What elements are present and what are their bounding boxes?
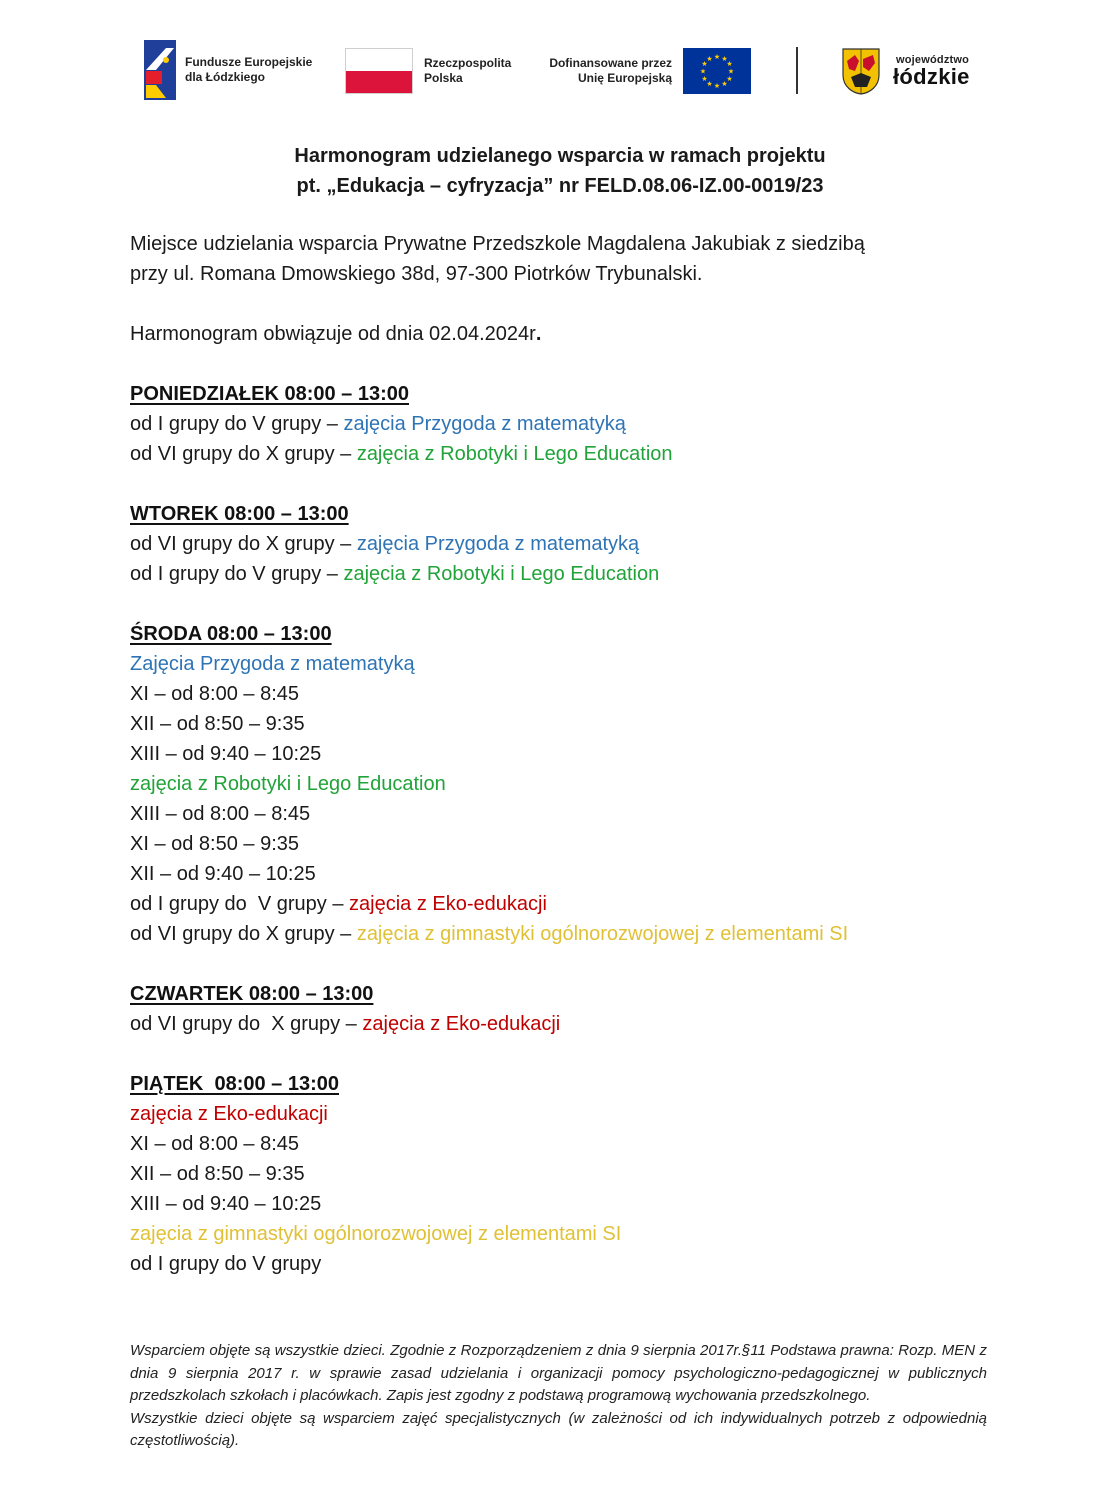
- wednesday-heading: ŚRODA 08:00 – 13:00: [130, 623, 332, 645]
- friday-eco-slot: XI – od 8:00 – 8:45: [130, 1133, 300, 1155]
- svg-text:★: ★: [706, 55, 713, 63]
- european-funds-logo-icon: [144, 40, 176, 100]
- friday-heading: PIĄTEK 08:00 – 13:00: [130, 1073, 339, 1095]
- friday-eco-slot: XIII – od 9:40 – 10:25: [130, 1193, 322, 1215]
- eu-flag-icon: [683, 48, 751, 94]
- wednesday-robotics-slot: XIII – od 8:00 – 8:45: [130, 803, 311, 825]
- voivodeship-label-big: łódzkie: [893, 64, 970, 89]
- footnote-paragraph-1: Wsparciem objęte są wszystkie dzieci. Zgodnie z Rozporządzeniem z dnia 9 sierpnia 2017r.§11 Podstawa prawna: Rozp. MEN z dnia 9 sierpnia 2017 r. w sprawie zasad udzielania i organizacji pomocy psychologiczno-pedagogicznej w publicznych przedszkolach szkołach i placówkach. Zapis jest zgodny z podstawą programową wychowania przedszkolnego.: [130, 1342, 987, 1404]
- wednesday-eco-row: od I grupy do V grupy – zajęcia z Eko-edukacji: [130, 893, 547, 915]
- tuesday-row-2: od I grupy do V grupy – zajęcia z Robotyki i Lego Education: [130, 563, 660, 585]
- friday-gym-title: zajęcia z gimnastyki ogólnorozwojowej z elementami SI: [130, 1223, 622, 1245]
- tuesday-heading: WTOREK 08:00 – 13:00: [130, 503, 349, 525]
- friday-eco-slot: XII – od 8:50 – 9:35: [130, 1163, 305, 1185]
- legal-footnote: [130, 1340, 987, 1453]
- wednesday-math-title: Zajęcia Przygoda z matematyką: [130, 653, 415, 675]
- logo-strip: [0, 0, 1120, 120]
- friday-eco-title: zajęcia z Eko-edukacji: [130, 1103, 328, 1125]
- intro-line-1: Miejsce udzielania wsparcia Prywatne Przedszkole Magdalena Jakubiak z siedzibą: [130, 233, 865, 255]
- logo-divider: [796, 47, 798, 94]
- poland-flag-icon: [345, 48, 413, 94]
- eu-cofunded-label: Dofinansowane przez Unię Europejską: [549, 56, 672, 85]
- thursday-row: od VI grupy do X grupy – zajęcia z Eko-edukacji: [130, 1013, 561, 1035]
- svg-text:★: ★: [726, 60, 733, 68]
- wednesday-robotics-slot: XI – od 8:50 – 9:35: [130, 833, 300, 855]
- svg-text:★: ★: [726, 75, 733, 83]
- monday-row-2: od VI grupy do X grupy – zajęcia z Robotyki i Lego Education: [130, 443, 673, 465]
- intro-line-2: przy ul. Romana Dmowskiego 38d, 97-300 Piotrków Trybunalski.: [130, 263, 703, 285]
- document-title-line-1: Harmonogram udzielanego wsparcia w ramach projektu: [294, 145, 826, 167]
- svg-text:★: ★: [721, 80, 728, 88]
- european-funds-label: Fundusze Europejskie dla Łódzkiego: [185, 55, 313, 84]
- svg-text:★: ★: [699, 67, 707, 76]
- monday-row-1: od I grupy do V grupy – zajęcia Przygoda z matematyką: [130, 413, 626, 435]
- svg-text:★: ★: [706, 80, 713, 88]
- footnote-paragraph-2: Wszystkie dzieci objęte są wsparciem zajęć specjalistycznych (w zależności od ich indywidualnych potrzeb z odpowiednią częstotliwością).: [130, 1409, 987, 1449]
- svg-text:★: ★: [701, 60, 708, 68]
- monday-heading: PONIEDZIAŁEK 08:00 – 13:00: [130, 383, 409, 405]
- svg-text:★: ★: [713, 53, 721, 61]
- document-title-line-2: pt. „Edukacja – cyfryzacja” nr FELD.08.06-IZ.00-0019/23: [296, 175, 824, 197]
- wednesday-gym-row: od VI grupy do X grupy – zajęcia z gimnastyki ogólnorozwojowej z elementami SI: [130, 923, 849, 945]
- schedule-body: [130, 229, 1010, 1279]
- wednesday-robotics-title: zajęcia z Robotyki i Lego Education: [130, 773, 446, 795]
- wednesday-math-slot: XII – od 8:50 – 9:35: [130, 713, 305, 735]
- republic-of-poland-label: Rzeczpospolita Polska: [424, 56, 512, 85]
- thursday-heading: CZWARTEK 08:00 – 13:00: [130, 983, 374, 1005]
- friday-gym-groups: od I grupy do V grupy: [130, 1253, 322, 1275]
- voivodeship-label-small: województwo: [896, 54, 970, 66]
- lodz-voivodeship-crest-icon: [841, 47, 881, 95]
- svg-text:★: ★: [727, 67, 735, 76]
- wednesday-math-slot: XI – od 8:00 – 8:45: [130, 683, 300, 705]
- svg-text:★: ★: [713, 82, 721, 90]
- tuesday-row-1: od VI grupy do X grupy – zajęcia Przygoda z matematyką: [130, 533, 640, 555]
- svg-text:★: ★: [701, 75, 708, 83]
- svg-text:★: ★: [721, 55, 728, 63]
- valid-from-line: Harmonogram obwiązuje od dnia 02.04.2024r.: [130, 323, 542, 345]
- wednesday-math-slot: XIII – od 9:40 – 10:25: [130, 743, 322, 765]
- wednesday-robotics-slot: XII – od 9:40 – 10:25: [130, 863, 316, 885]
